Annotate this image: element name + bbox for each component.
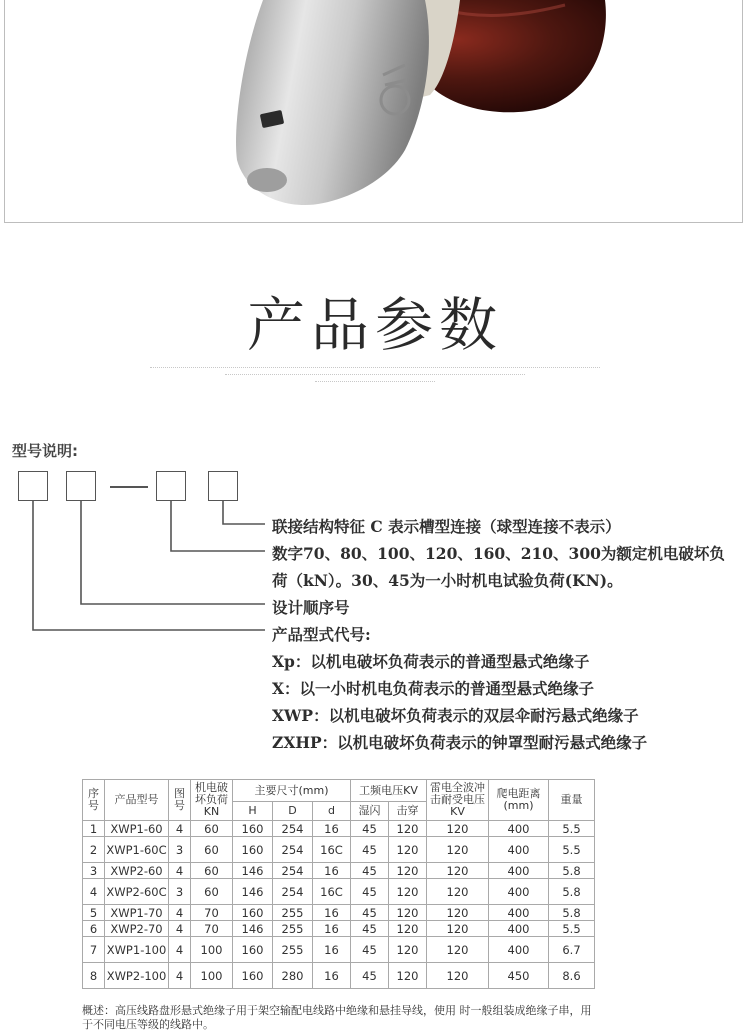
header-breakdown: 击穿	[389, 802, 427, 821]
cell-creepage: 400	[489, 937, 549, 963]
cell-impulse: 120	[427, 937, 489, 963]
table-row	[83, 821, 595, 837]
cell-impulse: 120	[427, 821, 489, 837]
cell-creepage: 400	[489, 821, 549, 837]
table-row	[83, 837, 595, 863]
cell-weight: 5.5	[549, 821, 595, 837]
code-box-rating	[156, 471, 186, 501]
cell-d: 255	[273, 921, 313, 937]
table-row	[83, 921, 595, 937]
header-wet-flash: 湿闪	[351, 802, 389, 821]
cell-d2: 16	[313, 963, 351, 989]
header-figure: 图号	[169, 780, 191, 821]
cell-d: 280	[273, 963, 313, 989]
cell-seq: 5	[83, 905, 105, 921]
cell-breakdown: 120	[389, 821, 427, 837]
code-dash	[110, 486, 148, 488]
cell-d: 255	[273, 905, 313, 921]
cell-figure: 4	[169, 937, 191, 963]
cell-creepage: 400	[489, 905, 549, 921]
insulator-image	[5, 0, 742, 222]
cell-weight: 5.5	[549, 921, 595, 937]
cell-model: XWP2-60	[105, 863, 169, 879]
cell-breakdown: 120	[389, 921, 427, 937]
cell-load: 100	[191, 963, 233, 989]
cell-figure: 4	[169, 821, 191, 837]
decorative-divider	[150, 367, 600, 388]
cell-figure: 4	[169, 921, 191, 937]
cell-h: 160	[233, 937, 273, 963]
code-box-sequence	[66, 471, 96, 501]
cell-weight: 5.5	[549, 837, 595, 863]
header-impulse: 雷电全波冲击耐受电压KV	[427, 780, 489, 821]
cell-seq: 1	[83, 821, 105, 837]
header-power-freq: 工频电压KV	[351, 780, 427, 802]
cell-impulse: 120	[427, 837, 489, 863]
header-dim-h: H	[233, 802, 273, 821]
desc-type-xp: Xp：以机电破坏负荷表示的普通型悬式绝缘子	[272, 652, 590, 671]
cell-h: 146	[233, 863, 273, 879]
cell-model: XWP1-70	[105, 905, 169, 921]
header-weight: 重量	[549, 780, 595, 821]
header-dim-d2: d	[313, 802, 351, 821]
cell-creepage: 450	[489, 963, 549, 989]
cell-creepage: 400	[489, 863, 549, 879]
cell-impulse: 120	[427, 905, 489, 921]
cell-d2: 16	[313, 863, 351, 879]
cell-seq: 4	[83, 879, 105, 905]
cell-creepage: 400	[489, 921, 549, 937]
cell-figure: 4	[169, 905, 191, 921]
cell-h: 146	[233, 921, 273, 937]
cell-impulse: 120	[427, 921, 489, 937]
cell-load: 60	[191, 821, 233, 837]
cell-wet-flash: 45	[351, 837, 389, 863]
desc-design-sequence: 设计顺序号	[272, 598, 350, 617]
cell-creepage: 400	[489, 879, 549, 905]
desc-type-code: 产品型式代号:	[272, 625, 371, 644]
table-row	[83, 905, 595, 921]
cell-h: 160	[233, 837, 273, 863]
cell-figure: 3	[169, 879, 191, 905]
cell-d: 255	[273, 937, 313, 963]
parameter-table	[82, 779, 595, 989]
section-title: 产品参数	[246, 291, 503, 359]
cell-wet-flash: 45	[351, 905, 389, 921]
cell-weight: 5.8	[549, 863, 595, 879]
cell-load: 70	[191, 921, 233, 937]
cell-wet-flash: 45	[351, 863, 389, 879]
desc-type-zxhp: ZXHP：以机电破坏负荷表示的钟罩型耐污悬式绝缘子	[272, 733, 648, 752]
code-box-connection	[208, 471, 238, 501]
cell-d2: 16	[313, 937, 351, 963]
cell-wet-flash: 45	[351, 821, 389, 837]
table-row	[83, 963, 595, 989]
cell-breakdown: 120	[389, 937, 427, 963]
cell-seq: 8	[83, 963, 105, 989]
cell-model: XWP1-60	[105, 821, 169, 837]
cell-wet-flash: 45	[351, 937, 389, 963]
cell-load: 100	[191, 937, 233, 963]
cell-model: XWP2-70	[105, 921, 169, 937]
table-row	[83, 879, 595, 905]
cell-weight: 8.6	[549, 963, 595, 989]
cell-seq: 3	[83, 863, 105, 879]
desc-rated-load-cont: 荷（kN）。30、45为一小时机电试验负荷(KN)。	[272, 571, 623, 590]
cell-weight: 5.8	[549, 879, 595, 905]
cell-d: 254	[273, 821, 313, 837]
cell-weight: 5.8	[549, 905, 595, 921]
cell-h: 146	[233, 879, 273, 905]
header-seq: 序号	[83, 780, 105, 821]
desc-rated-load: 数字70、80、100、120、160、210、300为额定机电破坏负	[272, 544, 725, 563]
cell-weight: 6.7	[549, 937, 595, 963]
cell-model: XWP2-100	[105, 963, 169, 989]
header-model: 产品型号	[105, 780, 169, 821]
cell-d: 254	[273, 863, 313, 879]
cell-figure: 4	[169, 963, 191, 989]
table-row	[83, 937, 595, 963]
cell-breakdown: 120	[389, 963, 427, 989]
cell-seq: 7	[83, 937, 105, 963]
cell-load: 70	[191, 905, 233, 921]
cell-d2: 16C	[313, 837, 351, 863]
header-dim-d: D	[273, 802, 313, 821]
cell-wet-flash: 45	[351, 963, 389, 989]
cell-breakdown: 120	[389, 905, 427, 921]
cell-d2: 16C	[313, 879, 351, 905]
cell-breakdown: 120	[389, 863, 427, 879]
overview-note: 概述：高压线路盘形悬式绝缘子用于架空输配电线路中绝缘和悬挂导线，使用 时一般组装成绝缘子串，用于不同电压等级的线路中。	[82, 1004, 592, 1031]
cell-figure: 3	[169, 837, 191, 863]
model-description-heading: 型号说明:	[12, 442, 78, 460]
desc-type-x: X：以一小时机电负荷表示的普通型悬式绝缘子	[272, 679, 595, 698]
cell-figure: 4	[169, 863, 191, 879]
cell-model: XWP1-100	[105, 937, 169, 963]
cell-h: 160	[233, 905, 273, 921]
cell-wet-flash: 45	[351, 921, 389, 937]
cell-breakdown: 120	[389, 879, 427, 905]
cell-impulse: 120	[427, 863, 489, 879]
cell-load: 60	[191, 879, 233, 905]
cell-wet-flash: 45	[351, 879, 389, 905]
cell-seq: 6	[83, 921, 105, 937]
header-dims: 主要尺寸(mm)	[233, 780, 351, 802]
table-row	[83, 863, 595, 879]
cell-model: XWP1-60C	[105, 837, 169, 863]
cell-d2: 16	[313, 821, 351, 837]
cell-load: 60	[191, 837, 233, 863]
cell-d2: 16	[313, 905, 351, 921]
cell-d: 254	[273, 879, 313, 905]
desc-connection-feature: 联接结构特征 C 表示槽型连接（球型连接不表示）	[272, 517, 621, 536]
cell-h: 160	[233, 821, 273, 837]
cell-impulse: 120	[427, 879, 489, 905]
cell-d2: 16	[313, 921, 351, 937]
cell-load: 60	[191, 863, 233, 879]
cell-creepage: 400	[489, 837, 549, 863]
cell-model: XWP2-60C	[105, 879, 169, 905]
header-creepage: 爬电距离(mm)	[489, 780, 549, 821]
product-photo	[4, 0, 743, 223]
cell-breakdown: 120	[389, 837, 427, 863]
desc-type-xwp: XWP：以机电破坏负荷表示的双层伞耐污悬式绝缘子	[272, 706, 639, 725]
code-connector-lines	[0, 500, 280, 635]
header-load: 机电破坏负荷KN	[191, 780, 233, 821]
cell-seq: 2	[83, 837, 105, 863]
cell-h: 160	[233, 963, 273, 989]
cell-impulse: 120	[427, 963, 489, 989]
cell-d: 254	[273, 837, 313, 863]
code-box-type	[18, 471, 48, 501]
